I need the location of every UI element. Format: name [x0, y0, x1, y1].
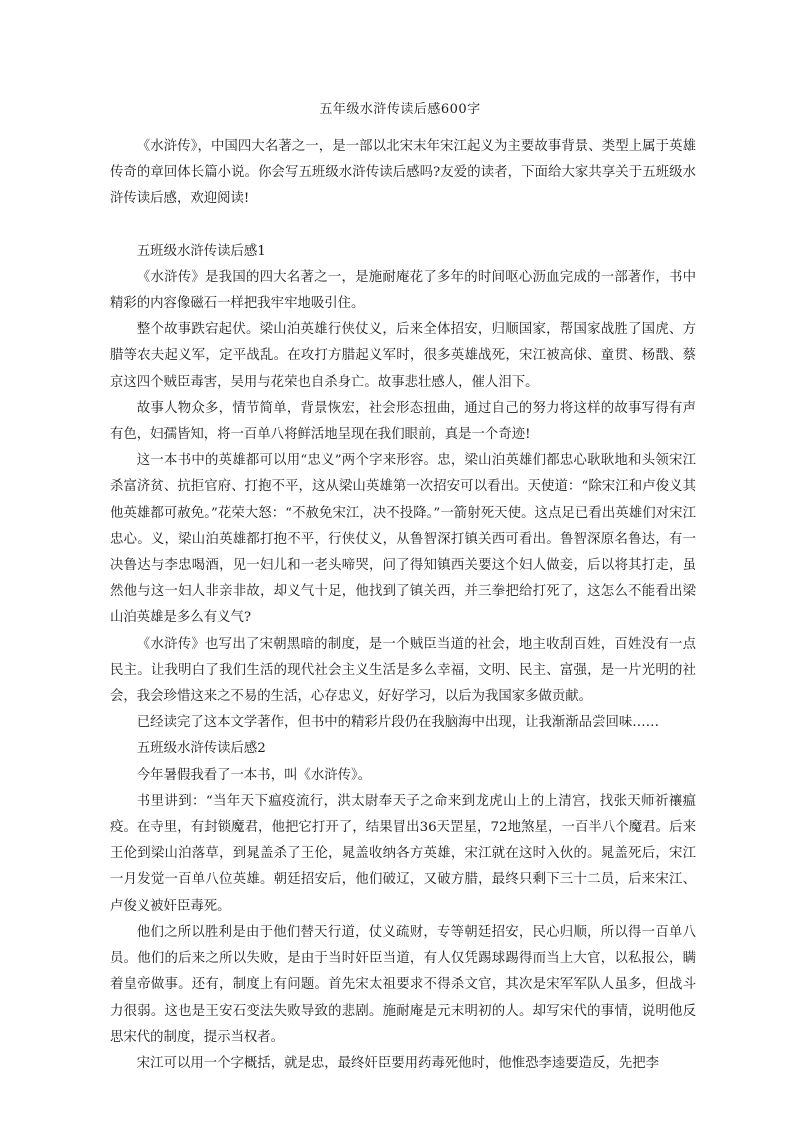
body-paragraph: 已经读完了这本文学著作，但书中的精彩片段仍在我脑海中出现，让我渐渐品尝回味…… [136, 715, 660, 731]
body-paragraph: 宋江可以用一个字概括，就是忠，最终奸臣要用药毒死他时，他惟恐李逵要造反，先把李 [136, 1055, 660, 1071]
document-title: 五年级水浒传读后感600字 [319, 102, 481, 117]
body-paragraph: 他们之所以胜利是由于他们替天行道，仗义疏财，专等朝廷招安，民心归顺，所以得一百单八员。他们的后来之所以失败，是由于当时奸臣当道，有人仅凭踢球踢得而当上大官，以私报公，瞒着皇帝做事。还有，制度上有问题。首先宋太祖要求不得杀文官，其次是宋军军队人虽多，但战斗力很弱。这也是王安石变法失败导致的悲剧。施耐庵是元末明初的人。却写宋代的事情，说明他反思宋代的制度，提示当权者。 [110, 924, 696, 1045]
intro-paragraph: 《水浒传》，中国四大名著之一，是一部以北宋末年宋江起义为主要故事背景、类型上属于英雄传奇的章回体长篇小说。你会写五班级水浒传读后感吗?友爱的读者，下面给大家共享关于五班级水浒传读后感，欢迎阅读! [110, 139, 696, 207]
section-heading-2: 五班级水浒传读后感2 [136, 741, 266, 757]
body-paragraph: 《水浒传》也写出了宋朝黑暗的制度，是一个贼臣当道的社会，地主收刮百姓，百姓没有一点民主。让我明白了我们生活的现代社会主义生活是多么幸福，文明、民主、富强，是一片光明的社会，我会珍惜这来之不易的生活，心存忠义，好好学习，以后为我国家多做贡献。 [110, 636, 696, 705]
body-paragraph: 这一本书中的英雄都可以用“忠义”两个字来形容。忠，梁山泊英雄们都忠心耿耿地和头领宋江杀富济贫、抗拒官府、打抱不平，这从梁山英雄第一次招安可以看出。天使道：“除宋江和卢俊义其他英雄都可赦免。”花荣大怒：“不赦免宋江，决不投降。”一箭射死天使。这点足已看出英雄们对宋江忠心。义，梁山泊英雄都打抱不平，行侠仗义，从鲁智深打镇关西可看出。鲁智深原名鲁达，有一决鲁达与李忠喝酒，见一妇儿和一老头啼哭，问了得知镇西关要这个妇人做妾，后以将其打走，虽然他与这一妇人非亲非故，却义气十足，他找到了镇关西，并三拳把给打死了，这怎么不能看出梁山泊英雄是多么有义气? [110, 453, 696, 626]
body-paragraph: 《水浒传》是我国的四大名著之一，是施耐庵花了多年的时间呕心沥血完成的一部著作，书中精彩的内容像磁石一样把我牢牢地吸引住。 [110, 269, 696, 312]
body-paragraph: 整个故事跌宕起伏。梁山泊英雄行侠仗义，后来全体招安，归顺国家，帮国家战胜了国虎、方腊等农夫起义军，定平战乱。在攻打方腊起义军时，很多英雄战死，宋江被高俅、童贯、杨戬、蔡京这四个贼臣毒害，吴用与花荣也自杀身亡。故事悲壮感人，催人泪下。 [110, 322, 696, 390]
body-paragraph: 书里讲到：“当年天下瘟疫流行，洪太尉奉天子之命来到龙虎山上的上清宫，找张天师祈禳瘟疫。在寺里，有封锁魔君，他把它打开了，结果冒出36天罡星，72地煞星，一百半八个魔君。后来王伦到梁山泊落草，到晁盖杀了王伦，晁盖收纳各方英雄，宋江就在这时入伙的。晁盖死后，宋江一月发觉一百单八位英雄。朝廷招安后，他们破辽，又破方腊，最终只剩下三十二员，后来宋江、卢俊义被奸臣毒死。 [110, 793, 696, 914]
section-heading-1: 五班级水浒传读后感1 [136, 243, 266, 259]
document-body [110, 134, 696, 1077]
body-paragraph: 故事人物众多，情节简单，背景恢宏，社会形态扭曲，通过自己的努力将这样的故事写得有声有色，妇孺皆知，将一百单八将鲜活地呈现在我们眼前，真是一个奇迹! [110, 400, 696, 443]
body-paragraph: 今年暑假我看了一本书，叫《水浒传》。 [136, 767, 372, 783]
